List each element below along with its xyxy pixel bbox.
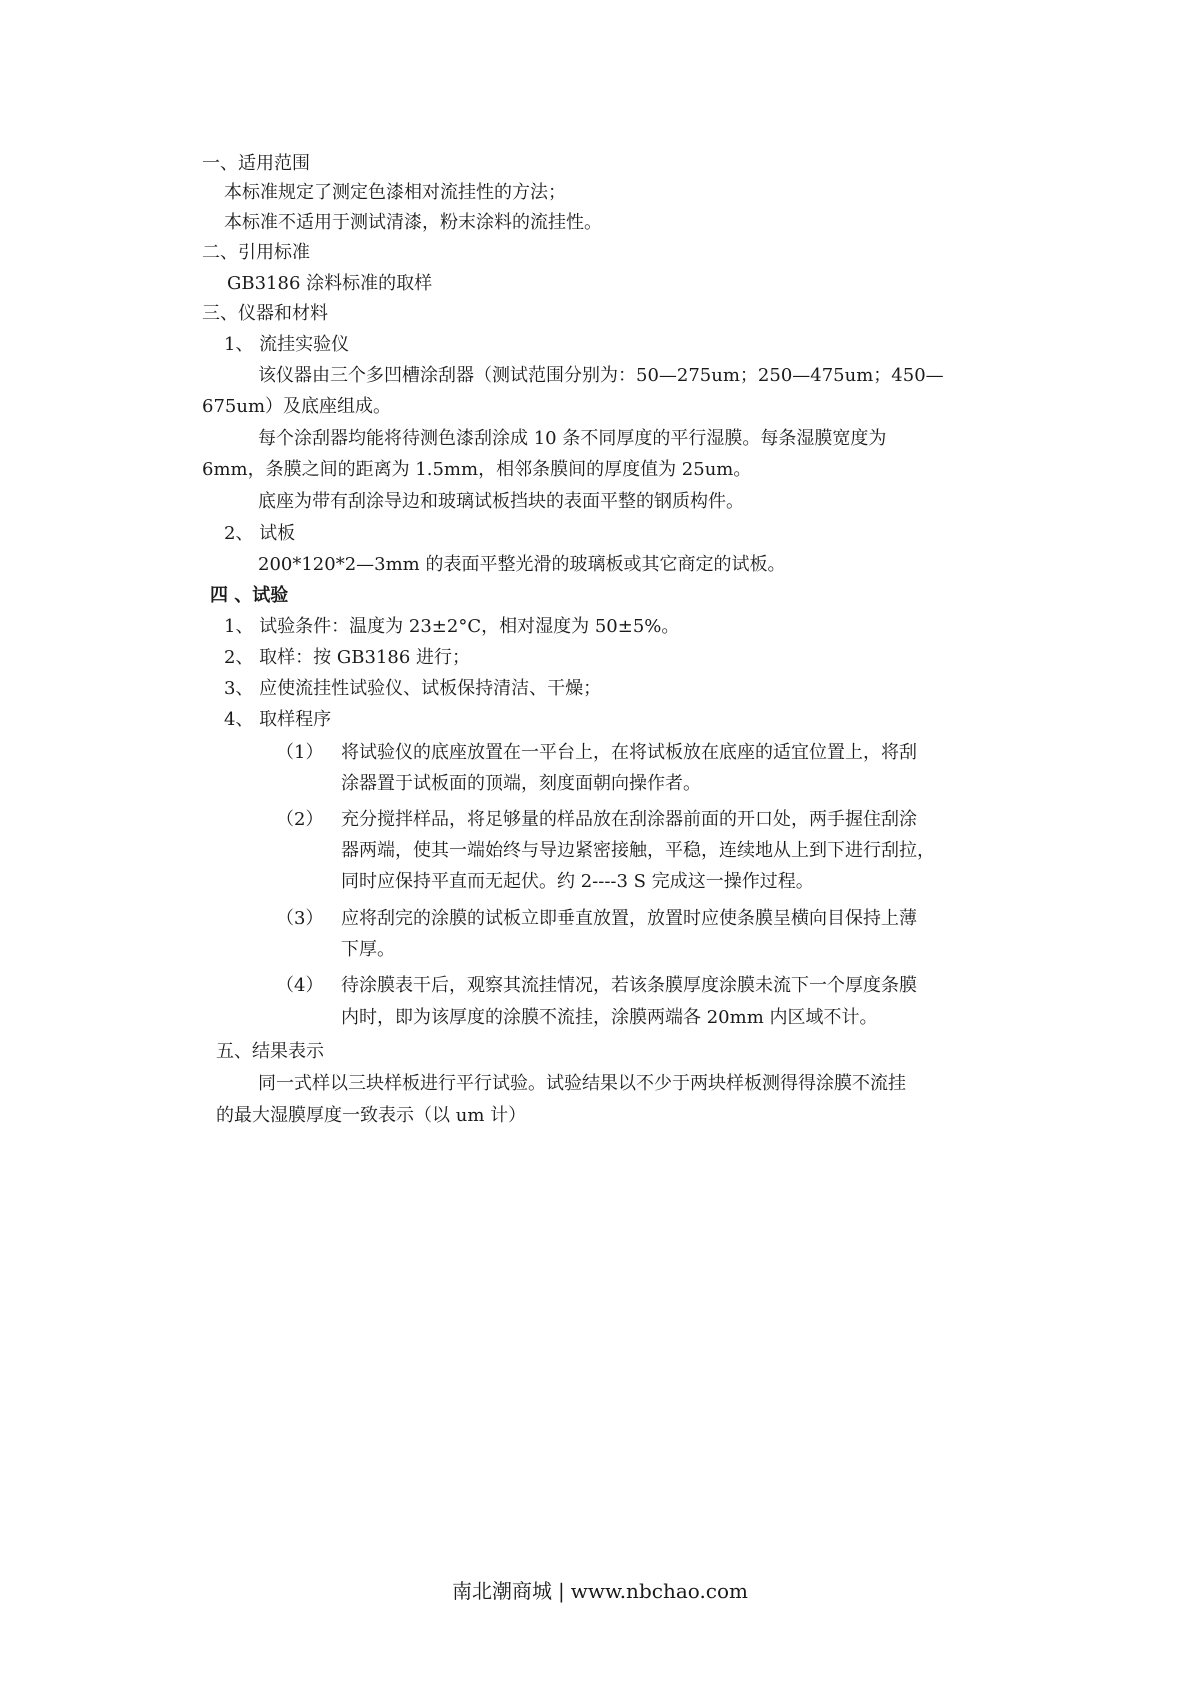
section-4-item-4: 4、 取样程序 [224,709,332,730]
footer-url-link[interactable]: www.nbchao.com [570,1579,749,1603]
step-3-line-1: 应将刮完的涂膜的试板立即垂直放置，放置时应使条膜呈横向目保持上薄 [341,908,917,929]
section-3-item-1-title: 1、 流挂实验仪 [224,334,350,355]
section-5-paragraph-line-1: 同一式样以三块样板进行平行试验。试验结果以不少于两块样板测得得涂膜不流挂 [258,1073,906,1094]
footer-brand: 南北潮商城 [451,1579,552,1603]
step-1-line-1: 将试验仪的底座放置在一平台上，在将试板放在底座的适宜位置上，将刮 [341,742,917,763]
section-3-item-2-title: 2、 试板 [224,523,296,544]
footer-separator: | [557,1579,565,1603]
section-3-item-1-paragraph-3: 底座为带有刮涂导边和玻璃试板挡块的表面平整的钢质构件。 [258,491,744,512]
section-1-paragraph-2: 本标准不适用于测试清漆，粉末涂料的流挂性。 [224,212,602,233]
section-3-item-2-paragraph-1: 200*120*2—3mm 的表面平整光滑的玻璃板或其它商定的试板。 [258,554,786,575]
footer [0,1577,1200,1605]
step-2-line-3: 同时应保持平直而无起伏。约 2----3 S 完成这一操作过程。 [341,871,814,892]
step-2-number: （2） [276,809,324,830]
section-1-paragraph-1: 本标准规定了测定色漆相对流挂性的方法； [224,182,566,203]
section-2-paragraph-1: GB3186 涂料标准的取样 [227,273,433,294]
step-4-line-2: 内时，即为该厚度的涂膜不流挂，涂膜两端各 20mm 内区域不计。 [341,1007,878,1028]
section-4-item-2: 2、 取样：按 GB3186 进行； [224,647,471,668]
section-2-heading: 二、引用标准 [202,242,310,263]
step-1-line-2: 涂器置于试板面的顶端，刻度面朝向操作者。 [341,773,701,794]
section-5-heading: 五、结果表示 [216,1041,324,1062]
section-4-item-1: 1、 试验条件：温度为 23±2°C，相对湿度为 50±5%。 [224,616,680,637]
step-4-number: （4） [276,975,324,996]
section-5-paragraph-line-2: 的最大湿膜厚度一致表示（以 um 计） [216,1105,527,1126]
section-3-heading: 三、仪器和材料 [202,303,328,324]
section-3-item-1-paragraph-2-line-2: 6mm，条膜之间的距离为 1.5mm，相邻条膜间的厚度值为 25um。 [202,459,752,480]
step-1-number: （1） [276,742,324,763]
section-1-heading: 一、适用范围 [202,153,310,174]
section-4-heading: 四 、试验 [210,585,289,606]
section-4-item-3: 3、 应使流挂性试验仪、试板保持清洁、干燥； [224,678,602,699]
step-2-line-2: 器两端，使其一端始终与导边紧密接触，平稳，连续地从上到下进行刮拉， [341,840,935,861]
step-2-line-1: 充分搅拌样品，将足够量的样品放在刮涂器前面的开口处，两手握住刮涂 [341,809,917,830]
step-4-line-1: 待涂膜表干后，观察其流挂情况，若该条膜厚度涂膜未流下一个厚度条膜 [341,975,917,996]
step-3-line-2: 下厚。 [341,939,395,960]
section-3-item-1-paragraph-1-line-2: 675um）及底座组成。 [202,396,392,417]
section-3-item-1-paragraph-2-line-1: 每个涂刮器均能将待测色漆刮涂成 10 条不同厚度的平行湿膜。每条湿膜宽度为 [258,428,887,449]
section-3-item-1-paragraph-1-line-1: 该仪器由三个多凹槽涂刮器（测试范围分别为：50—275um；250—475um；450— [258,365,944,386]
step-3-number: （3） [276,908,324,929]
